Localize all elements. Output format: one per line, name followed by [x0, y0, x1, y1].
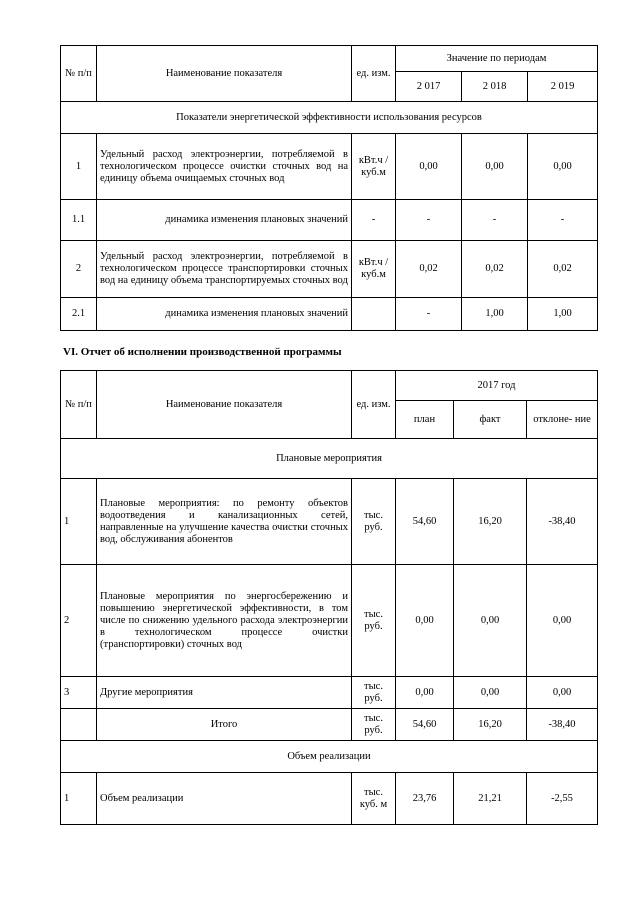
header-year: 2017 год	[396, 371, 598, 401]
row-number: 1.1	[61, 200, 97, 241]
table-row	[61, 298, 598, 331]
row-unit: тыс. руб.	[352, 677, 396, 709]
row-number: 1	[61, 134, 97, 200]
row-name: динамика изменения плановых значений	[97, 200, 352, 241]
row-unit: кВт.ч / куб.м	[352, 241, 396, 298]
row-value: 54,60	[396, 479, 454, 565]
row-unit: тыс. руб.	[352, 479, 396, 565]
row-value: 16,20	[454, 709, 527, 741]
header-unit: ед. изм.	[352, 46, 396, 102]
row-value: -	[528, 200, 598, 241]
row-value: 0,00	[454, 677, 527, 709]
row-number	[61, 709, 97, 741]
section-planned-measures: Плановые мероприятия	[61, 439, 598, 479]
row-value: 0,00	[527, 565, 598, 677]
table-row	[61, 479, 598, 565]
row-unit: тыс. куб. м	[352, 773, 396, 825]
row-value: 0,00	[528, 134, 598, 200]
header-deviation: отклоне- ние	[527, 401, 598, 439]
row-number: 2	[61, 241, 97, 298]
row-number: 1	[61, 479, 97, 565]
section-title: VI. Отчет об исполнении производственной программы	[63, 346, 342, 358]
row-name: динамика изменения плановых значений	[97, 298, 352, 331]
row-name: Итого	[97, 709, 352, 741]
row-value: -	[396, 200, 462, 241]
energy-efficiency-table	[60, 45, 598, 331]
header-year: 2 017	[396, 72, 462, 102]
section-sales-volume: Объем реализации	[61, 741, 598, 773]
row-name: Плановые мероприятия: по ремонту объектов водоотведения и канализационных сетей, направленные на улучшение качества очистки сточных вод, обслуживания абонентов	[97, 479, 352, 565]
header-indicator-name: Наименование показателя	[97, 371, 352, 439]
header-plan: план	[396, 401, 454, 439]
row-number: 2.1	[61, 298, 97, 331]
header-year: 2 019	[528, 72, 598, 102]
header-year: 2 018	[462, 72, 528, 102]
row-value: -38,40	[527, 709, 598, 741]
row-value: -	[396, 298, 462, 331]
row-number: 1	[61, 773, 97, 825]
row-name: Удельный расход электроэнергии, потребляемой в технологическом процессе очистки сточных вод на единицу объема очищаемых сточных вод	[97, 134, 352, 200]
row-number: 2	[61, 565, 97, 677]
table-row	[61, 677, 598, 709]
row-value: 0,02	[396, 241, 462, 298]
header-number: № п/п	[61, 46, 97, 102]
header-periods: Значение по периодам	[396, 46, 598, 72]
row-name: Плановые мероприятия по энергосбережению и повышению энергетической эффективности, в том числе по снижению удельного расхода электроэнергии в технологическом процессе очистки (транспортировки) сточных вод	[97, 565, 352, 677]
table-row	[61, 241, 598, 298]
total-row	[61, 709, 598, 741]
row-name: Другие мероприятия	[97, 677, 352, 709]
row-value: 0,02	[462, 241, 528, 298]
header-unit: ед. изм.	[352, 371, 396, 439]
row-name: Удельный расход электроэнергии, потребляемой в технологическом процессе транспортировки сточных вод на единицу объема транспортируемых сточных вод	[97, 241, 352, 298]
table-row	[61, 134, 598, 200]
row-value: -2,55	[527, 773, 598, 825]
row-value: 0,00	[396, 677, 454, 709]
header-indicator-name: Наименование показателя	[97, 46, 352, 102]
header-number: № п/п	[61, 371, 97, 439]
header-fact: факт	[454, 401, 527, 439]
row-value: 0,00	[527, 677, 598, 709]
row-value: 1,00	[462, 298, 528, 331]
row-value: 21,21	[454, 773, 527, 825]
row-value: 16,20	[454, 479, 527, 565]
row-unit: кВт.ч / куб.м	[352, 134, 396, 200]
table-row	[61, 565, 598, 677]
row-value: 0,00	[462, 134, 528, 200]
row-value: 0,00	[454, 565, 527, 677]
row-value: 0,00	[396, 565, 454, 677]
row-number: 3	[61, 677, 97, 709]
row-value: 23,76	[396, 773, 454, 825]
row-value: -38,40	[527, 479, 598, 565]
row-value: 0,02	[528, 241, 598, 298]
row-value: -	[462, 200, 528, 241]
row-unit: -	[352, 200, 396, 241]
section-energy-efficiency: Показатели энергетической эффективности использования ресурсов	[61, 102, 598, 134]
row-name: Объем реализации	[97, 773, 352, 825]
row-unit: тыс. руб.	[352, 565, 396, 677]
table-row	[61, 773, 598, 825]
row-unit: тыс. руб.	[352, 709, 396, 741]
production-program-table	[60, 370, 598, 825]
row-unit	[352, 298, 396, 331]
row-value: 1,00	[528, 298, 598, 331]
table-row	[61, 200, 598, 241]
row-value: 54,60	[396, 709, 454, 741]
row-value: 0,00	[396, 134, 462, 200]
